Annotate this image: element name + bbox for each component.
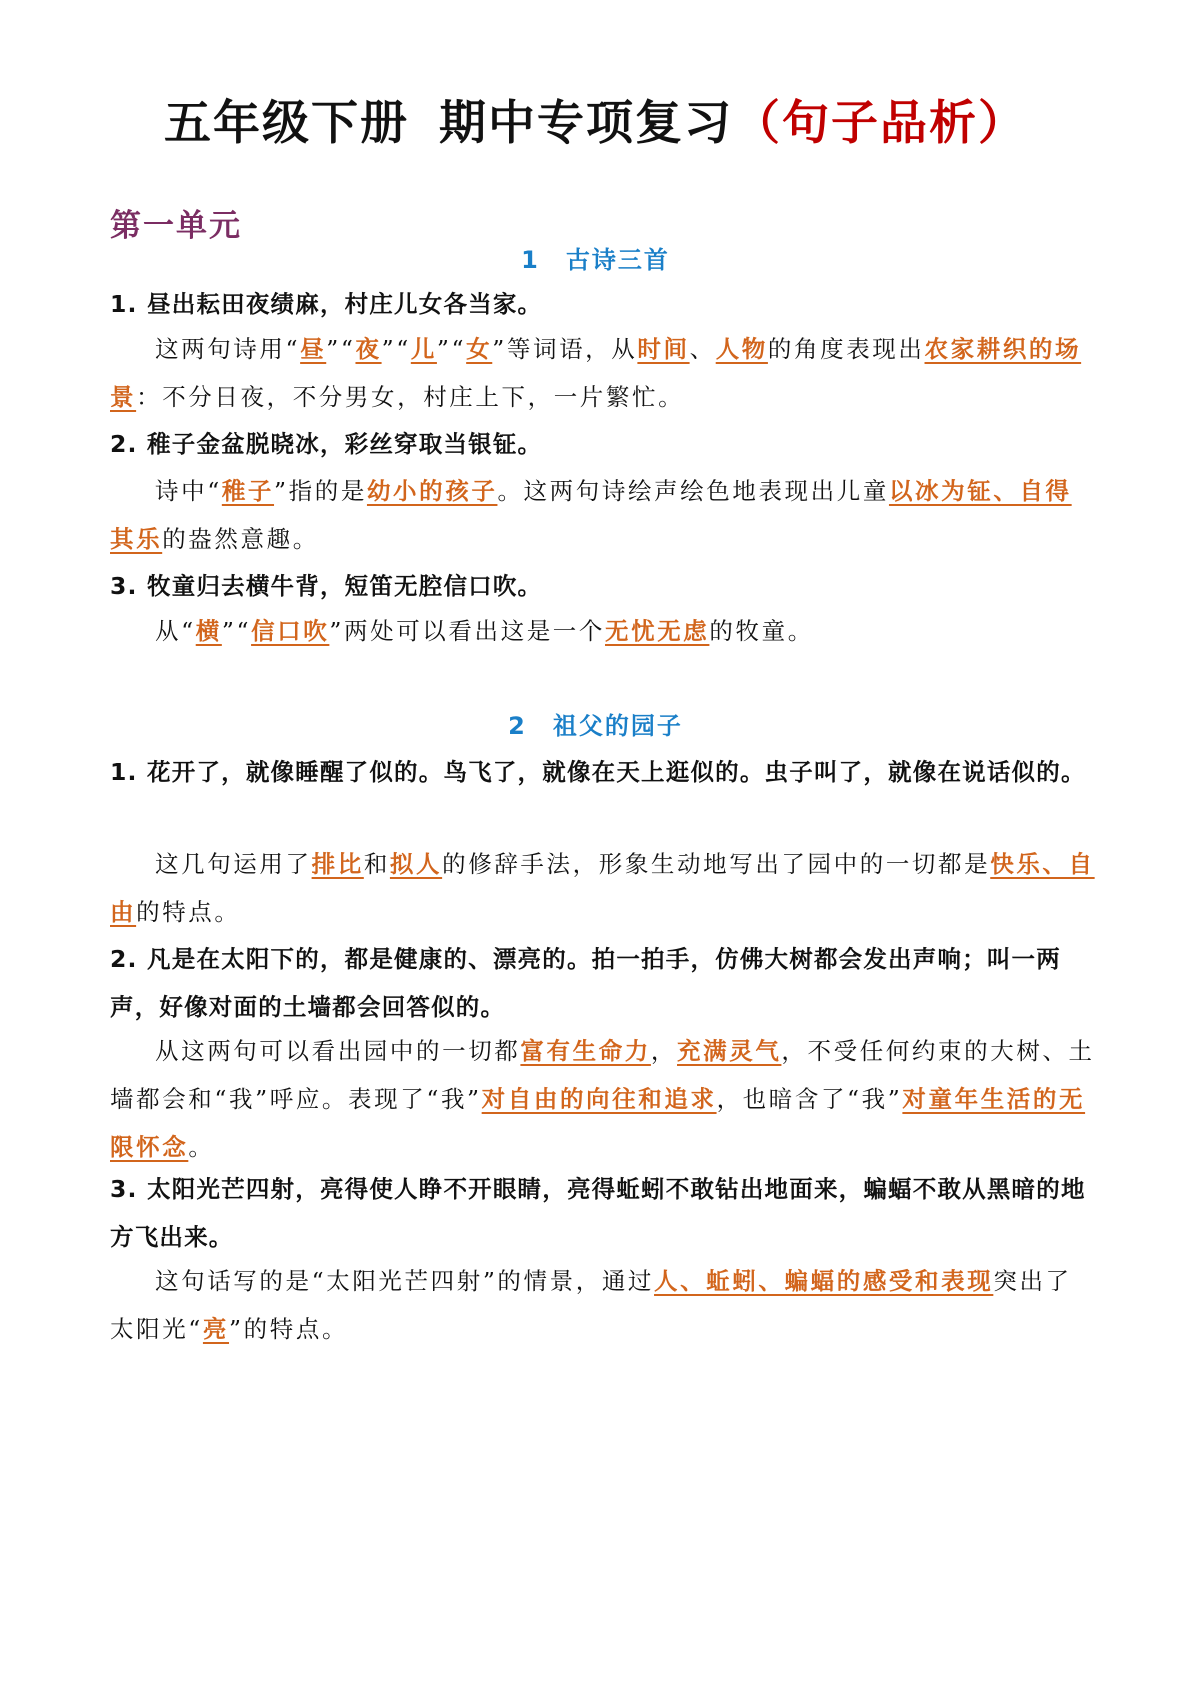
question-2-3: 3. 太阳光芒四射，亮得使人睁不开眼睛，亮得蚯蚓不敢钻出地面来，蝙蝠不敢从黑暗的地方飞出来。 (110, 1175, 1086, 1251)
highlighted-keyword: 快乐、自由 (110, 850, 1095, 926)
answer-text: 从这两句可以看出园中的一切都 (155, 1037, 521, 1065)
page-title (0, 86, 1191, 153)
answer-text: 。 (188, 1133, 215, 1161)
highlighted-keyword: 富有生命力 (520, 1037, 651, 1065)
highlighted-keyword: 儿 (410, 335, 437, 363)
answer-text: ”的特点。 (229, 1315, 349, 1343)
highlighted-keyword: 女 (466, 335, 493, 363)
lesson-heading-1 (0, 240, 1191, 275)
highlighted-keyword: 稚子 (221, 477, 275, 505)
highlighted-keyword: 排比 (311, 850, 364, 878)
answer-text: 、 (689, 335, 716, 363)
answer-text: ”等词语，从 (492, 335, 638, 363)
answer-text: 诗中“ (155, 477, 222, 505)
highlighted-keyword: 昼 (300, 335, 327, 363)
title-sub: 期中专项复习 (439, 96, 733, 151)
answer-text: ，不受任何约束的大树、土墙都会和“我”呼应。表现了“我” (110, 1037, 1095, 1113)
highlighted-keyword: 对自由的向往和追求 (481, 1085, 717, 1113)
answer-2-1 (110, 840, 1095, 936)
answer-text: ，也暗含了“我” (716, 1085, 903, 1113)
answer-text: ”指的是 (274, 477, 367, 505)
question-1-1: 1. 昼出耘田夜绩麻，村庄儿女各当家。 (110, 290, 543, 318)
answer-text: 的修辞手法，形象生动地写出了园中的一切都是 (442, 850, 991, 878)
title-main: 五年级下册 (164, 96, 409, 151)
highlighted-keyword: 以冰为钲、自得其乐 (110, 477, 1072, 553)
question-2-1: 1. 花开了，就像睡醒了似的。鸟飞了，就像在天上逛似的。虫子叫了，就像在说话似的。 (110, 758, 1086, 786)
highlighted-keyword: 信口吹 (251, 617, 330, 645)
answer-text: ”“ (436, 335, 467, 363)
highlighted-keyword: 无忧无虑 (605, 617, 710, 645)
answer-1-3 (110, 607, 1095, 655)
answer-text: ”“ (326, 335, 356, 363)
highlighted-keyword: 充满灵气 (677, 1037, 782, 1065)
highlighted-keyword: 横 (195, 617, 222, 645)
answer-text: ， (650, 1037, 678, 1065)
answer-text: 的角度表现出 (767, 335, 925, 363)
answer-text: 从“ (155, 617, 196, 645)
lesson-name: 祖父的园子 (552, 712, 683, 740)
answer-1-1 (110, 325, 1095, 421)
question-1-3: 3. 牧童归去横牛背，短笛无腔信口吹。 (110, 572, 543, 600)
highlighted-keyword: 夜 (355, 335, 382, 363)
answer-text: ”两处可以看出这是一个 (329, 617, 605, 645)
answer-text: 的牧童。 (709, 617, 814, 645)
question-2-2: 2. 凡是在太阳下的，都是健康的、漂亮的。拍一拍手，仿佛大树都会发出声响；叫一两声，好像对面的土墙都会回答似的。 (110, 945, 1061, 1021)
answer-text: ”“ (221, 617, 252, 645)
highlighted-keyword: 农家耕织的场景 (110, 335, 1082, 411)
highlighted-keyword: 拟人 (389, 850, 443, 878)
answer-text: 突出了太阳光“ (110, 1267, 1072, 1343)
highlighted-keyword: 亮 (202, 1315, 230, 1343)
highlighted-keyword: 人、蚯蚓、蝙蝠的感受和表现 (654, 1267, 994, 1295)
answer-text: ”“ (381, 335, 411, 363)
highlighted-keyword: 人物 (715, 335, 768, 363)
answer-2-2 (110, 1027, 1095, 1171)
highlighted-keyword: 时间 (637, 335, 690, 363)
answer-text: 这几句运用了 (155, 850, 312, 878)
answer-text: 这两句诗用“ (155, 335, 301, 363)
answer-1-2 (110, 467, 1095, 563)
highlighted-keyword: 对童年生活的无限怀念 (110, 1085, 1086, 1161)
lesson-heading-2 (0, 706, 1191, 741)
answer-text: 和 (363, 850, 390, 878)
lesson-name: 古诗三首 (565, 246, 670, 274)
answer-text: 。这两句诗绘声绘色地表现出儿童 (497, 477, 889, 505)
highlighted-keyword: 幼小的孩子 (366, 477, 498, 505)
answer-text: 的盎然意趣。 (162, 525, 319, 553)
answer-text: ：不分日夜，不分男女，村庄上下，一片繁忙。 (136, 383, 685, 411)
title-topic: （句子品析） (733, 96, 1027, 151)
lesson-number: 2 (508, 712, 527, 740)
answer-2-3 (110, 1257, 1095, 1353)
question-1-2: 2. 稚子金盆脱晓冰，彩丝穿取当银钲。 (110, 430, 543, 458)
answer-text: 这句话写的是“太阳光芒四射”的情景，通过 (155, 1267, 655, 1295)
lesson-number: 1 (521, 246, 540, 274)
answer-text: 的特点。 (136, 898, 241, 926)
unit-heading: 第一单元 (110, 208, 242, 244)
